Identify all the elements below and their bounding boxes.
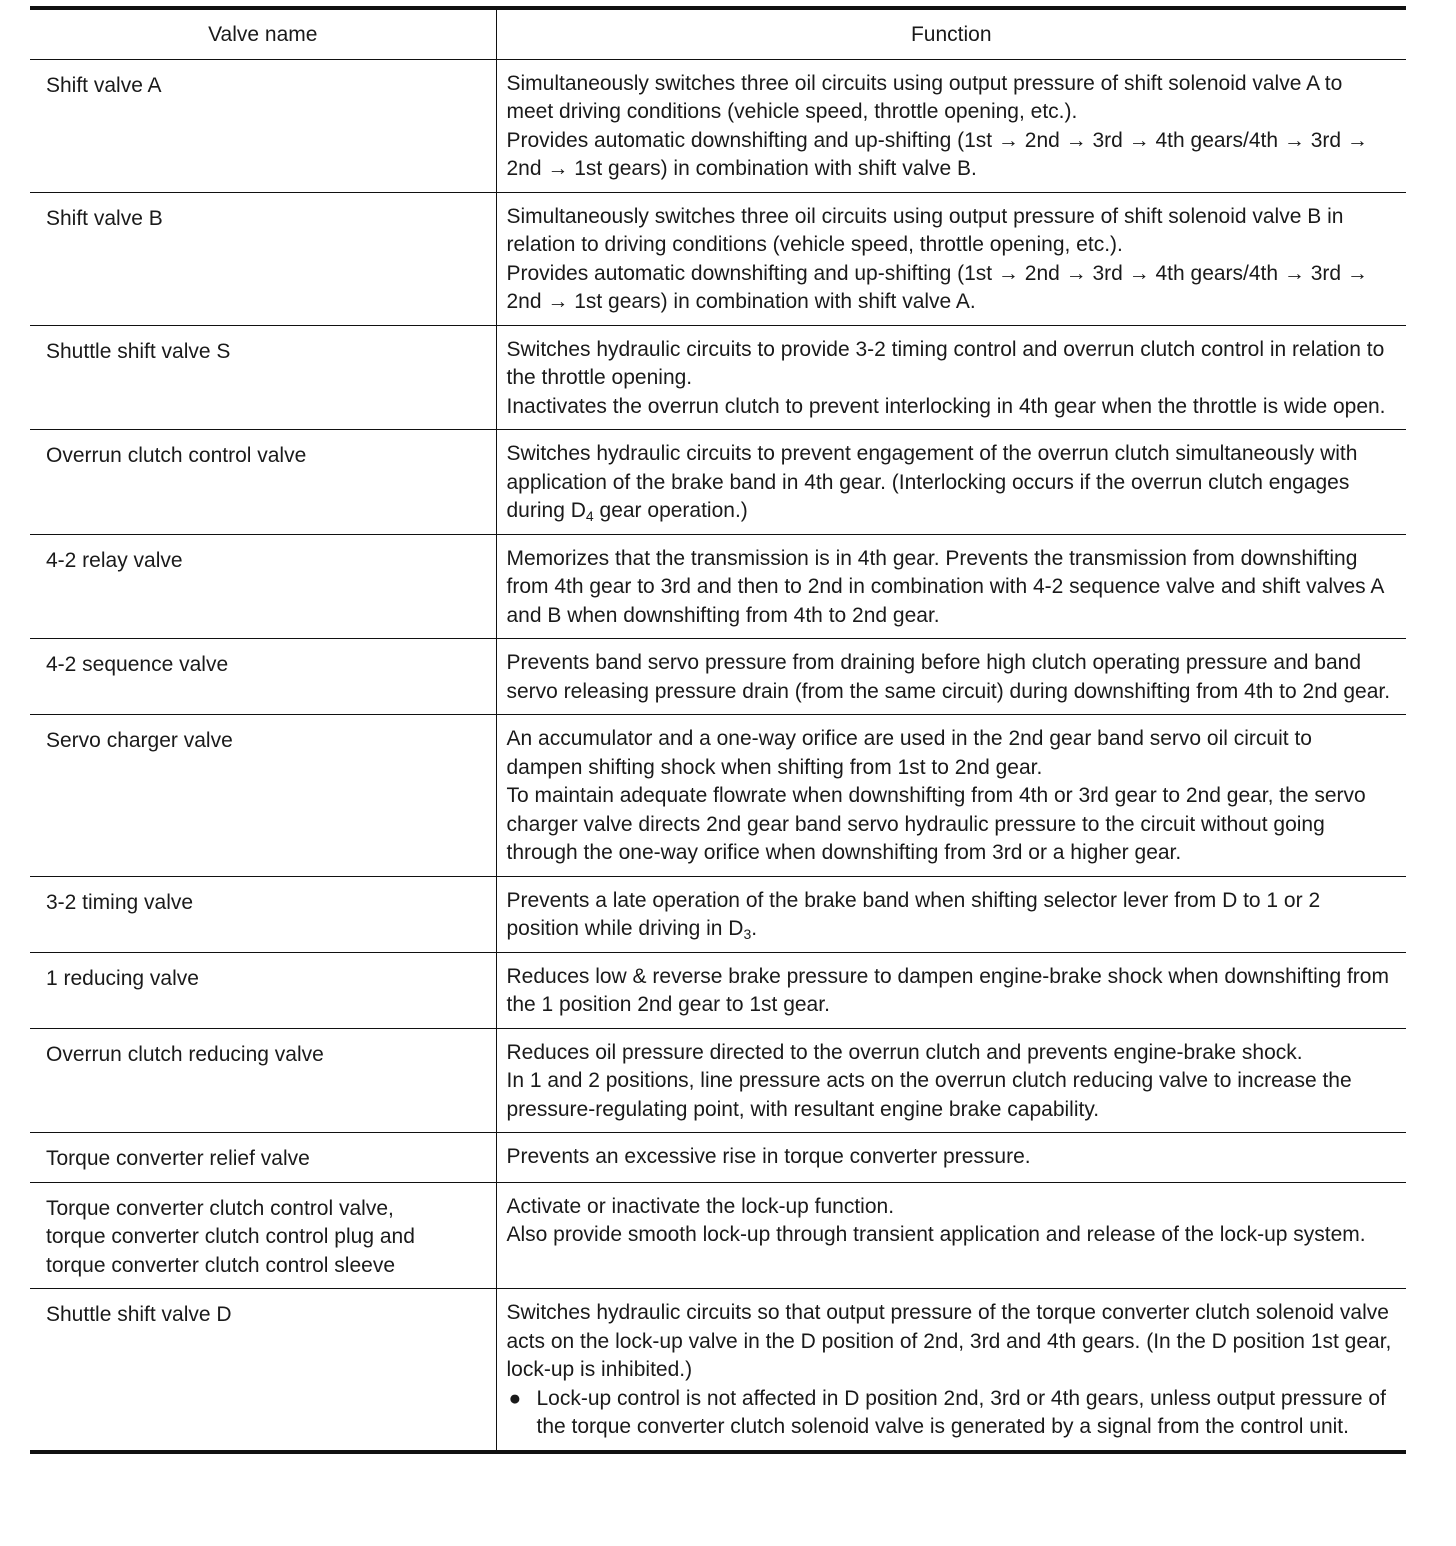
valve-name-cell: Torque converter relief valve <box>30 1133 496 1183</box>
valve-name-cell: Overrun clutch reducing valve <box>30 1028 496 1133</box>
function-cell: Prevents band servo pressure from draining before high clutch operating pressure and band servo releasing pressure drain (from the same circuit) during downshifting from 4th to 2nd gear. <box>496 639 1406 715</box>
table-row <box>30 639 1406 715</box>
table-row <box>30 1289 1406 1452</box>
header-valve-name: Valve name <box>30 8 496 59</box>
header-row <box>30 8 1406 59</box>
table-row <box>30 534 1406 639</box>
table-row <box>30 876 1406 952</box>
valve-name-cell: Shuttle shift valve S <box>30 325 496 430</box>
table-row <box>30 325 1406 430</box>
function-cell: Reduces low & reverse brake pressure to dampen engine-brake shock when downshifting from the 1 position 2nd gear to 1st gear. <box>496 952 1406 1028</box>
function-cell: Simultaneously switches three oil circuits using output pressure of shift solenoid valve A to meet driving conditions (vehicle speed, throttle opening, etc.). Provides automatic downshifting and up-shifting (1st → 2nd → 3rd → 4th gears/4th → 3rd → 2nd → 1st gears) in combination with shift valve B. <box>496 59 1406 192</box>
subscript-text: 4 <box>585 508 594 524</box>
function-text: Switches hydraulic circuits to prevent engagement of the overrun clutch simultaneously with application of the brake band in 4th gear. (Interlocking occurs if the overrun clutch engages during D <box>506 442 1358 522</box>
bullet-icon: ● <box>508 1386 522 1410</box>
valve-name-cell: 4-2 sequence valve <box>30 639 496 715</box>
function-cell <box>496 1289 1406 1452</box>
valve-name-cell: Shuttle shift valve D <box>30 1289 496 1452</box>
valve-name-cell: Overrun clutch control valve <box>30 430 496 535</box>
function-cell: Memorizes that the transmission is in 4th gear. Prevents the transmission from downshifting from 4th gear to 3rd and then to 2nd in combination with 4-2 sequence valve and shift valves A and B when downshifting from 4th to 2nd gear. <box>496 534 1406 639</box>
valve-name-cell: Shift valve A <box>30 59 496 192</box>
function-cell: Activate or inactivate the lock-up function. Also provide smooth lock-up through transient application and release of the lock-up system. <box>496 1182 1406 1289</box>
function-cell: An accumulator and a one-way orifice are used in the 2nd gear band servo oil circuit to dampen shifting shock when shifting from 1st to 2nd gear. To maintain adequate flowrate when downshifting from 4th or 3rd gear to 2nd gear, the servo charger valve directs 2nd gear band servo hydraulic pressure to the circuit without going through the one-way orifice when downshifting from 3rd or a higher gear. <box>496 715 1406 877</box>
valve-name-cell: 4-2 relay valve <box>30 534 496 639</box>
subscript-text: 3 <box>743 926 752 942</box>
table-row <box>30 1133 1406 1183</box>
header-function: Function <box>496 8 1406 59</box>
valve-function-table <box>30 6 1406 1454</box>
valve-name-cell: 3-2 timing valve <box>30 876 496 952</box>
function-cell: Prevents an excessive rise in torque converter pressure. <box>496 1133 1406 1183</box>
valve-name-cell: 1 reducing valve <box>30 952 496 1028</box>
function-cell: Switches hydraulic circuits to provide 3-2 timing control and overrun clutch control in relation to the throttle opening. Inactivates the overrun clutch to prevent interlocking in 4th gear when the throttle is wide open. <box>496 325 1406 430</box>
table-row <box>30 1028 1406 1133</box>
function-text: Prevents a late operation of the brake band when shifting selector lever from D to 1 or 2 position while driving in D <box>506 888 1321 940</box>
function-text: . <box>751 917 758 940</box>
valve-name-cell: Servo charger valve <box>30 715 496 877</box>
bullet-list-item <box>507 1385 1393 1442</box>
valve-name-cell: Shift valve B <box>30 192 496 325</box>
bullet-text: Lock-up control is not affected in D position 2nd, 3rd or 4th gears, unless output pressure of the torque converter clutch solenoid valve is generated by a signal from the control unit. <box>536 1386 1386 1438</box>
function-cell <box>496 876 1406 952</box>
table-row <box>30 952 1406 1028</box>
table-row <box>30 715 1406 877</box>
table-row <box>30 192 1406 325</box>
function-cell: Simultaneously switches three oil circuits using output pressure of shift solenoid valve B in relation to driving conditions (vehicle speed, throttle opening, etc.). Provides automatic downshifting and up-shifting (1st → 2nd → 3rd → 4th gears/4th → 3rd → 2nd → 1st gears) in combination with shift valve A. <box>496 192 1406 325</box>
table-row <box>30 430 1406 535</box>
function-text: gear operation.) <box>593 499 748 522</box>
table-row <box>30 1182 1406 1289</box>
valve-name-cell: Torque converter clutch control valve, torque converter clutch control plug and torque converter clutch control sleeve <box>30 1182 496 1289</box>
function-cell <box>496 430 1406 535</box>
function-text: Switches hydraulic circuits so that output pressure of the torque converter clutch solenoid valve acts on the lock-up valve in the D position of 2nd, 3rd and 4th gears. (In the D position 1st gear, lock-up is inhibited.) <box>506 1301 1392 1381</box>
function-cell: Reduces oil pressure directed to the overrun clutch and prevents engine-brake shock. In 1 and 2 positions, line pressure acts on the overrun clutch reducing valve to increase the pressure-regulating point, with resultant engine brake capability. <box>496 1028 1406 1133</box>
table-row <box>30 59 1406 192</box>
